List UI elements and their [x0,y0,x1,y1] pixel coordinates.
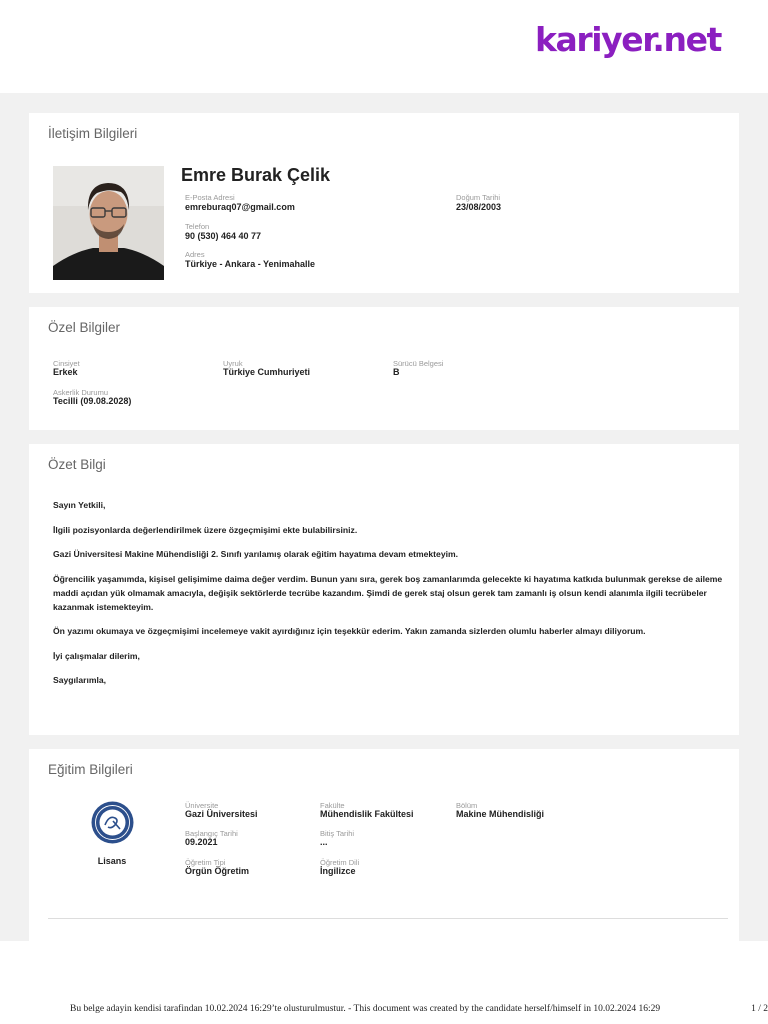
summary-paragraph: İyi çalışmalar dilerim, [53,650,140,661]
degree-label: Lisans [97,856,127,866]
summary-paragraph: Öğrencilik yaşamımda, kişisel gelişimime daima değer verdim. Bunun yanı sıra, gerek boş zamanlarımda gelecekte ki hayatıma katkıda bulunmak gerekse de aileme maddi açıdan yük olmamak amacıyla, değişik sektörlerde tecrübe kazandım. Şimdi de gerek staj olsun gerek tam zamanlı iş olsun kendi alanımla ilgili tecrübeler kazanmak istemekteyim. [53,573,723,612]
education-type-value: Örgün Öğretim [185,866,250,876]
end-date-value: ... [320,837,328,847]
education-language-label: Öğretim Dili [320,858,360,867]
summary-paragraph: Sayın Yetkili, [53,500,106,510]
summary-card [29,444,739,735]
education-card [29,749,739,941]
summary-paragraph: Saygılarımla, [53,675,107,685]
summary-title: Özet Bilgi [48,457,106,472]
page-header [0,0,768,93]
education-language-value: İngilizce [320,866,356,876]
faculty-value: Mühendislik Fakültesi [320,809,414,819]
kariyer-logo[interactable]: kariyer.net [534,20,721,59]
summary-paragraph: Gazi Üniversitesi Makine Mühendisliği 2. Sınıfı yarılamış olarak eğitim hayatıma devam etmekteyim. [53,549,459,559]
candidate-name: Emre Burak Çelik [181,165,331,185]
license-label: Sürücü Belgesi [393,359,444,368]
phone-label: Telefon [185,222,210,231]
summary-text [53,498,723,698]
contact-card [29,113,739,293]
gender-label: Cinsiyet [53,359,80,368]
section-divider [48,918,728,919]
contact-title: İletişim Bilgileri [48,126,138,141]
university-seal-icon [91,801,134,844]
education-type-label: Öğretim Tipi [185,858,226,867]
email-value[interactable]: emreburaq07@gmail.com [185,202,295,212]
birth-value: 23/08/2003 [456,202,502,212]
military-value: Tecilli (09.08.2028) [53,396,132,406]
personal-title: Özel Bilgiler [48,320,121,335]
page-number: 1 / 2 [751,1004,768,1014]
phone-value[interactable]: 90 (530) 464 40 77 [185,231,262,241]
birth-label: Doğum Tarihi [456,193,501,202]
profile-photo [53,166,164,280]
gender-value: Erkek [53,367,78,377]
footer-note: Bu belge adayin kendisi tarafindan 10.02.2024 16:29’te olusturulmustur. - This document was created by the candidate herself/himself in 10.02.2024 16:29 [70,1004,661,1014]
summary-paragraph: Ön yazımı okumaya ve özgeçmişimi incelemeye vakit ayırdığınız için teşekkür ederim. Yakın zamanda sizlerden olumlu haberler almayı diliyorum. [53,626,646,636]
end-date-label: Bitiş Tarihi [320,829,355,838]
department-label: Bölüm [456,801,478,810]
personal-card [29,307,739,430]
nationality-label: Uyruk [223,359,243,368]
address-value: Türkiye - Ankara - Yenimahalle [185,259,316,269]
department-value: Makine Mühendisliği [456,809,545,819]
nationality-value: Türkiye Cumhuriyeti [223,367,311,377]
address-label: Adres [185,250,205,259]
university-label: Üniversite [185,801,219,810]
education-title: Eğitim Bilgileri [48,762,133,777]
military-label: Askerlik Durumu [53,388,109,397]
license-value: B [393,367,400,377]
summary-paragraph: İlgili pozisyonlarda değerlendirilmek üzere özgeçmişimi ekte bulabilirsiniz. [53,524,358,535]
start-date-value: 09.2021 [185,837,218,847]
faculty-label: Fakülte [320,801,345,810]
university-value: Gazi Üniversitesi [185,809,258,819]
start-date-label: Başlangıç Tarihi [185,829,238,838]
email-label: E-Posta Adresi [185,193,235,202]
